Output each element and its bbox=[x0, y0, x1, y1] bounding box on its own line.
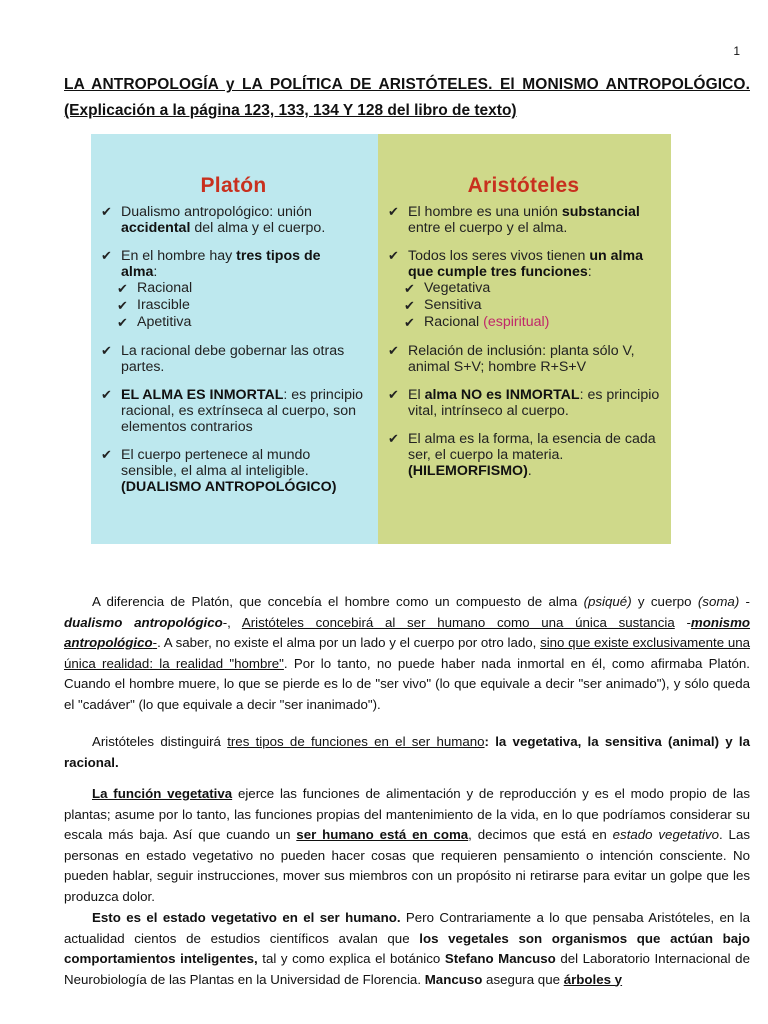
aristotle-item-4: ✔ El alma NO es INMORTAL: es principio vital, intrínseco al cuerpo. bbox=[388, 387, 660, 419]
check-icon: ✔ bbox=[404, 315, 415, 330]
check-icon: ✔ bbox=[388, 387, 399, 402]
list-item: ✔ Sensitiva bbox=[404, 297, 482, 313]
aristotle-heading: Aristóteles bbox=[467, 174, 580, 197]
aristotle-item-1: ✔ El hombre es una unión substancial entre el cuerpo y el alma. bbox=[388, 204, 640, 236]
plato-column bbox=[91, 134, 378, 544]
plato-item-2: ✔ En el hombre hay tres tipos de alma: bbox=[101, 248, 321, 280]
aristotle-column bbox=[378, 134, 671, 544]
check-icon: ✔ bbox=[404, 298, 415, 313]
plato-item-5: ✔ El cuerpo pertenece al mundo sensible, el alma al inteligible. (DUALISMO ANTROPOLÓGICO) bbox=[101, 447, 337, 495]
check-icon: ✔ bbox=[117, 298, 128, 313]
check-icon: ✔ bbox=[388, 204, 399, 219]
list-item: ✔ Racional (espiritual) bbox=[404, 314, 550, 330]
plato-item-1: ✔ Dualismo antropológico: unión accidental del alma y el cuerpo. bbox=[101, 204, 326, 236]
check-icon: ✔ bbox=[117, 281, 128, 296]
aristotle-functions bbox=[384, 280, 663, 331]
comparison-figure bbox=[91, 134, 671, 544]
check-icon: ✔ bbox=[404, 281, 415, 296]
plato-item-3: ✔ La racional debe gobernar las otras partes. bbox=[101, 343, 345, 375]
page-number: 1 bbox=[733, 44, 740, 58]
paragraph-4: Esto es el estado vegetativo en el ser humano. Pero Contrariamente a lo que pensaba Aristóteles, en la actualidad cientos de estudios científicos avalan que los vegetales son organismos que actúan bajo comportamientos inteligentes, tal y como explica el botánico Stefano Mancuso del Laboratorio Internacional de Neurobiología de las Plantas en la Universidad de Florencia. Mancuso asegura que árboles y bbox=[64, 910, 750, 987]
aristotle-item-2: ✔ Todos los seres vivos tienen un alma que cumple tres funciones: bbox=[388, 248, 643, 280]
check-icon: ✔ bbox=[388, 248, 399, 263]
document-subtitle: (Explicación a la página 123, 133, 134 Y 128 del libro de texto) bbox=[64, 102, 517, 119]
check-icon: ✔ bbox=[101, 204, 112, 219]
paragraph-2: Aristóteles distinguirá tres tipos de funciones en el ser humano: la vegetativa, la sensitiva (animal) y la racional. bbox=[64, 734, 750, 770]
paragraph-1: A diferencia de Platón, que concebía el hombre como un compuesto de alma (psiqué) y cuerpo (soma) -dualismo antropológico-, Aristóteles concebirá al ser humano como una única sustancia -monismo antropológico-. A saber, no existe el alma por un lado y el cuerpo por otro lado, sino que existe exclusivamente una única realidad: la realidad "hombre". Por lo tanto, no puede haber nada inmortal en él, como afirmaba Platón. Cuando el hombre muere, lo que se pierde es lo de "ser vivo" (lo que equivale a decir "ser animado"), y sólo queda el "cadáver" (lo que equivale a decir "ser inanimado"). bbox=[64, 594, 751, 712]
aristotle-item-5: ✔ El alma es la forma, la esencia de cada ser, el cuerpo la materia. (HILEMORFISMO). bbox=[388, 431, 656, 479]
aristotle-item-3: ✔ Relación de inclusión: planta sólo V, animal S+V; hombre R+S+V bbox=[388, 343, 635, 375]
check-icon: ✔ bbox=[388, 343, 399, 358]
plato-soul-types bbox=[97, 280, 370, 331]
check-icon: ✔ bbox=[101, 248, 112, 263]
list-item: ✔ Racional bbox=[117, 280, 193, 296]
check-icon: ✔ bbox=[101, 447, 112, 462]
plato-item-4: ✔ EL ALMA ES INMORTAL: es principio racional, es extrínseca al cuerpo, son elementos contrarios bbox=[101, 387, 364, 435]
list-item: ✔ Apetitiva bbox=[117, 314, 192, 330]
check-icon: ✔ bbox=[101, 343, 112, 358]
check-icon: ✔ bbox=[101, 387, 112, 402]
list-item: ✔ Vegetativa bbox=[404, 280, 491, 296]
check-icon: ✔ bbox=[388, 431, 399, 446]
paragraph-3: La función vegetativa ejerce las funciones de alimentación y de reproducción y es el modo propio de las plantas; asume por lo tanto, las funciones propias del mantenimiento de la vida, en lo que podríamos considerar su escala más baja. Así que cuando un ser humano está en coma, decimos que está en estado vegetativo. Las personas en estado vegetativo no pueden hacer cosas que requieren pensamiento o intención consciente. No pueden hablar, seguir instrucciones, mover sus miembros con un propósito ni retirarse para evitar un golpe que les produzca dolor. bbox=[64, 786, 750, 904]
document-title: LA ANTROPOLOGÍA y LA POLÍTICA DE ARISTÓTELES. El MONISMO ANTROPOLÓGICO. bbox=[64, 76, 750, 93]
check-icon: ✔ bbox=[117, 315, 128, 330]
list-item: ✔ Irascible bbox=[117, 297, 190, 313]
plato-heading: Platón bbox=[200, 174, 267, 197]
